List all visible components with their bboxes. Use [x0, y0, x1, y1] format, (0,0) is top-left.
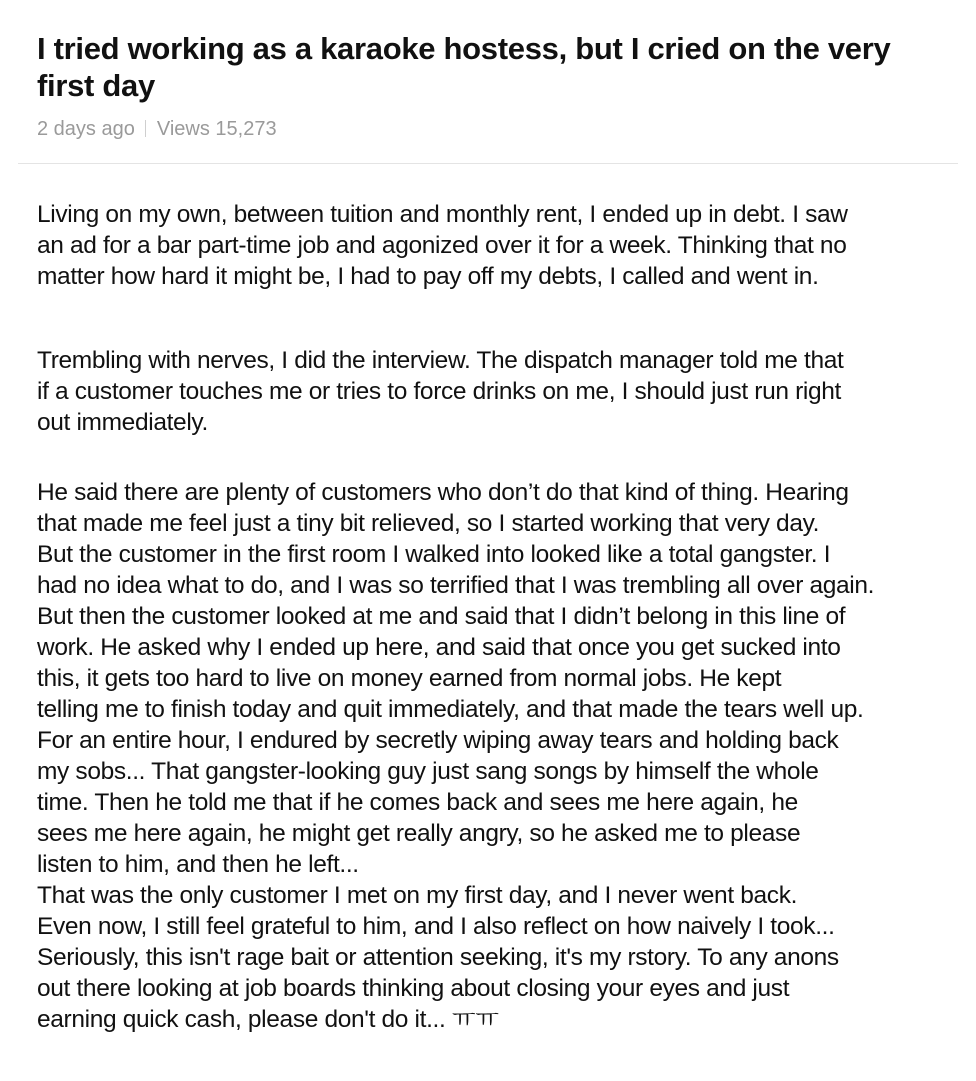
post-meta	[37, 117, 277, 141]
text-line: That was the only customer I met on my first day, and I never went back.	[37, 882, 798, 909]
text-line: He said there are plenty of customers who don’t do that kind of thing. Hearing	[37, 479, 849, 506]
meta-separator	[145, 120, 146, 137]
text-line: Trembling with nerves, I did the interview. The dispatch manager told me that	[37, 347, 844, 374]
text-line: out there looking at job boards thinking about closing your eyes and just	[37, 975, 790, 1002]
text-line: But then the customer looked at me and said that I didn’t belong in this line of	[37, 603, 846, 630]
text-line: matter how hard it might be, I had to pay off my debts, I called and went in.	[37, 263, 819, 290]
text-line: listen to him, and then he left...	[37, 851, 359, 878]
post-paragraph-1	[37, 199, 947, 292]
text-line: Seriously, this isn't rage bait or attention seeking, it's my rstory. To any anons	[37, 944, 839, 971]
text-line: if a customer touches me or tries to force drinks on me, I should just run right	[37, 378, 841, 405]
text-line: Living on my own, between tuition and monthly rent, I ended up in debt. I saw	[37, 201, 848, 228]
text-line: earning quick cash, please don't do it... ㅠㅠ	[37, 1006, 499, 1033]
text-line: this, it gets too hard to live on money earned from normal jobs. He kept	[37, 665, 782, 692]
text-line: Even now, I still feel grateful to him, and I also reflect on how naively I took...	[37, 913, 835, 940]
post-time: 2 days ago	[37, 118, 135, 140]
text-line: sees me here again, he might get really angry, so he asked me to please	[37, 820, 801, 847]
text-line: my sobs... That gangster-looking guy just sang songs by himself the whole	[37, 758, 819, 785]
header-divider	[18, 163, 958, 164]
text-line: an ad for a bar part-time job and agonized over it for a week. Thinking that no	[37, 232, 847, 259]
post-paragraph-3	[37, 477, 947, 1035]
view-count: Views 15,273	[156, 118, 277, 140]
text-line: work. He asked why I ended up here, and said that once you get sucked into	[37, 634, 841, 661]
post-title: I tried working as a karaoke hostess, but I cried on the very first day	[37, 31, 891, 103]
text-line: had no idea what to do, and I was so terrified that I was trembling all over again.	[37, 572, 875, 599]
text-line: out immediately.	[37, 409, 208, 436]
text-line: But the customer in the first room I walked into looked like a total gangster. I	[37, 541, 831, 568]
text-line: that made me feel just a tiny bit relieved, so I started working that very day.	[37, 510, 820, 537]
text-line: For an entire hour, I endured by secretly wiping away tears and holding back	[37, 727, 839, 754]
post-paragraph-2	[37, 345, 947, 438]
text-line: time. Then he told me that if he comes back and sees me here again, he	[37, 789, 798, 816]
text-line: telling me to finish today and quit immediately, and that made the tears well up.	[37, 696, 864, 723]
